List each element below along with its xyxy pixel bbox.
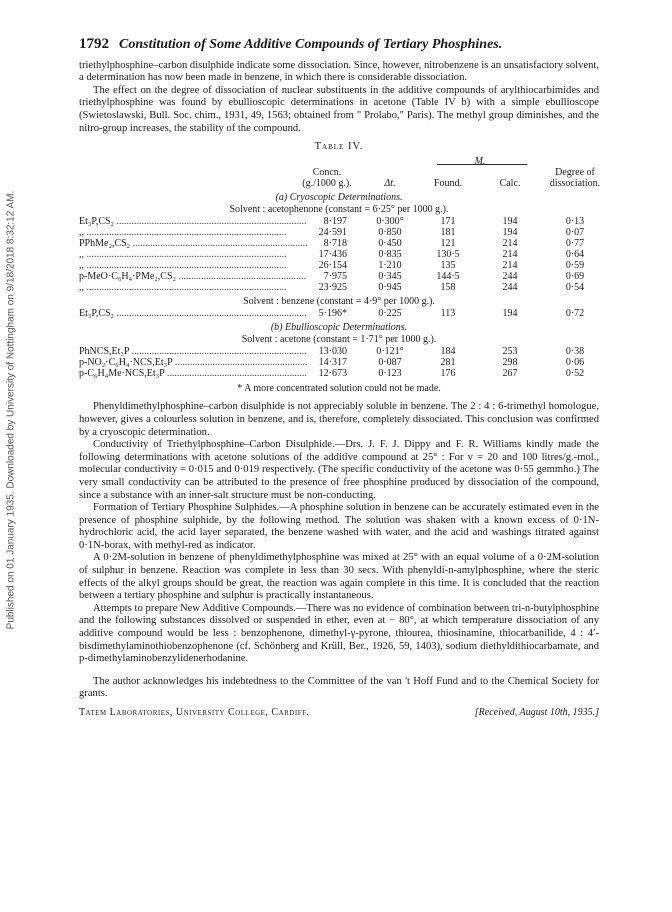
compound-cell: p-C₆H₄Me·NCS,Et₃P .....	[79, 368, 307, 379]
header-conc: Concn.	[312, 166, 342, 178]
paragraph-phosphine-sulphides: Formation of Tertiary Phosphine Sulphides.—A phosphine solution in benzene can be accurately estimated even in the presence of phosphine sulphide, by the following method. The solution was shaken with a known excess of 0·1N-hydrochloric acid, the acid layer separated, the benzene washed with water, and the acid and washings titrated against 0·1N-borax, with methyl-red as indicator.	[79, 502, 599, 551]
header-conc-unit: (g./1000 g.).	[302, 177, 352, 189]
concentration-cell: 8·197	[307, 216, 347, 227]
calc-cell: 214	[502, 248, 518, 260]
compound-cell: Et₃P,CS₂ .....	[79, 216, 307, 227]
found-cell: 176	[440, 367, 456, 379]
journal-page	[79, 38, 599, 720]
found-cell: 144·5	[436, 270, 460, 282]
found-cell: 184	[440, 345, 456, 357]
concentration-cell: 13·030	[307, 346, 347, 357]
paragraph-phenyldimethyl: Phenyldimethylphosphine–carbon disulphide is not appreciably soluble in benzene. The 2 : 4 : 6-trimethyl homologue, however, gives a colourless solution in benzene, and is, therefore, completely dissociated. This conclusion was confirmed by a cryoscopic determination.	[79, 401, 599, 438]
concentration-cell: 7·975	[307, 271, 347, 282]
paragraph-conductivity: Conductivity of Triethylphosphine–Carbon Disulphide.—Drs. J. F. J. Dippy and F. R. Williams kindly made the following determinations with acetone solutions of the additive compound at 25° : For v = 20 and 100 litres/g.-mol., molecular conductivity = 0·015 and 0·019 respectively. (The specific conductivity of the acetone was 0·55 gemmho.) The very small conductivity can be attributed to the presence of free phosphine produced by dissociation of the compound, since a substance with an inner-salt structure must be non-conducting.	[79, 439, 599, 501]
delta-t-cell: 0·121°	[376, 345, 404, 357]
header-m-rule	[437, 164, 527, 168]
running-header	[79, 38, 599, 52]
delta-t-cell: 0·345	[378, 270, 402, 282]
paragraph-reaction-rate: A 0·2M-solution in benzene of phenyldimethylphosphine was mixed at 25° with an equal volume of a 0·2M-solution of sulphur in benzene. Reaction was complete in less than 30 secs. With phenyldi-n-amylphosphine, where the steric effects of the alkyl groups should be great, the reaction was again complete in this time. It is concluded that the reaction between a tertiary phosphine and sulphur is practically instantaneous.	[79, 552, 599, 602]
delta-t-cell: 1·210	[378, 259, 402, 271]
download-watermark-text: Published on 01 January 1935. Downloaded by University of Nottingham on 9/18/2018 8:32:12 AM.	[5, 190, 17, 630]
page-number: 1792	[79, 36, 109, 52]
compound-cell: PhNCS,Et₃P .....	[79, 346, 307, 357]
paragraph-new-compounds: Attempts to prepare New Additive Compounds.—There was no evidence of combination between tri-n-butylphosphine and the following substances dissolved or suspended in ether, even at − 80°, at which temperature dissociation of any additive compound would be less : benzophenone, dimethyl-γ-pyrone, thiourea, thiosinamine, thiocarbanilide, 4 : 4′-bisdimethylaminothiobenzophenone (cf. Schönberg and Krüll, Ber., 1926, 59, 1403), sodium diethyldithiocarbamate, and p-dimethylaminobenzylidenerhodanine.	[79, 602, 599, 665]
calc-cell: 214	[502, 237, 518, 249]
found-cell: 130·5	[436, 248, 460, 260]
header-calc: Calc.	[499, 177, 521, 189]
table-row	[79, 282, 599, 293]
calc-cell: 244	[502, 270, 518, 282]
concentration-cell: 26·154	[307, 260, 347, 271]
delta-t-cell: 0·087	[378, 356, 402, 368]
solvent-acetone: Solvent : acetone (constant = 1·71° per 1000 g.).	[241, 333, 437, 345]
header-found: Found.	[433, 177, 463, 189]
degree-cell: 0·72	[565, 307, 585, 319]
delta-t-cell: 0·123	[378, 367, 402, 379]
table-row	[79, 216, 599, 227]
found-cell: 158	[440, 281, 456, 293]
solvent-benzene: Solvent : benzene (constant = 4·9° per 1000 g.).	[243, 295, 435, 307]
concentration-cell: 14·317	[307, 357, 347, 368]
table-row	[79, 346, 599, 357]
delta-t-cell: 0·850	[378, 226, 402, 238]
calc-cell: 194	[502, 307, 518, 319]
table-row	[79, 308, 599, 319]
calc-cell: 244	[502, 281, 518, 293]
degree-cell: 0·54	[565, 281, 585, 293]
calc-cell: 214	[502, 259, 518, 271]
calc-cell: 194	[502, 215, 518, 227]
concentration-cell: 17·436	[307, 249, 347, 260]
concentration-cell: 24·591	[307, 227, 347, 238]
compound-cell: ,, .....	[79, 282, 307, 293]
solvent-acetophenone: Solvent : acetophenone (constant = 6·25° per 1000 g.).	[229, 203, 449, 215]
section-b-title: (b) Ebullioscopic Determinations.	[270, 321, 408, 333]
header-m: M.	[474, 155, 486, 167]
table-row	[79, 227, 599, 238]
table-row	[79, 238, 599, 249]
concentration-cell: 23·925	[307, 282, 347, 293]
found-cell: 135	[440, 259, 456, 271]
degree-cell: 0·69	[565, 270, 585, 282]
table-rows-benzene	[79, 308, 599, 319]
table-row	[79, 249, 599, 260]
found-cell: 113	[440, 307, 456, 319]
compound-cell: PPhMe₂,CS₂ .....	[79, 238, 307, 249]
concentration-cell: 12·673	[307, 368, 347, 379]
found-cell: 121	[440, 237, 456, 249]
degree-cell: 0·06	[565, 356, 585, 368]
found-cell: 181	[440, 226, 456, 238]
calc-cell: 298	[502, 356, 518, 368]
paragraph-continuation: triethylphosphine–carbon disulphide indicate some dissociation. Since, however, nitrobenzene is an unsatisfactory solvent, a determination has now been made in benzene, in which there is considerable dissociation.	[79, 59, 600, 84]
degree-cell: 0·13	[565, 215, 585, 227]
delta-t-cell: 0·945	[378, 281, 402, 293]
header-degree: Degree of	[555, 166, 595, 178]
paragraph-nuclear-substituents: The effect on the degree of dissociation of nuclear substituents in the additive compounds of arylthiocarbimides and triethylphosphine was found by ebullioscopic determinations in acetone (Table IV b) with a simple ebullioscope (Swietoslawski, Bull. Soc. chim., 1931, 49, 1563; obtained from " Prolabo," Paris). The methyl group diminishes, and the nitro-group increases, the stability of the compound.	[79, 84, 599, 134]
degree-cell: 0·38	[565, 345, 585, 357]
header-delta-t: Δt.	[384, 177, 396, 189]
compound-cell: ,, .....	[79, 260, 307, 271]
degree-cell: 0·64	[565, 248, 585, 260]
download-watermark	[2, 140, 20, 680]
acknowledgement: The author acknowledges his indebtedness to the Committee of the van 't Hoff Fund and to the Chemical Society for grants.	[79, 675, 599, 700]
calc-cell: 253	[502, 345, 518, 357]
header-degree-2: dissociation.	[549, 177, 601, 189]
table-row	[79, 260, 599, 271]
delta-t-cell: 0·225	[378, 307, 402, 319]
running-title: Constitution of Some Additive Compounds of Tertiary Phosphines.	[119, 37, 503, 52]
article-footer	[79, 707, 599, 720]
received-date: [Received, August 10th, 1935.]	[474, 707, 599, 718]
table-row	[79, 271, 599, 282]
table-header	[79, 156, 599, 192]
section-a-title: (a) Cryoscopic Determinations.	[275, 191, 403, 203]
delta-t-cell: 0·835	[378, 248, 402, 260]
laboratory-address: Tatem Laboratories, University College, Cardiff.	[79, 707, 310, 718]
table-row	[79, 357, 599, 368]
found-cell: 171	[440, 215, 456, 227]
concentration-cell: 8·718	[307, 238, 347, 249]
table-footnote: * A more concentrated solution could not be made.	[237, 382, 441, 394]
table-rows-ebullioscopic	[79, 346, 599, 379]
compound-cell: p-MeO·C₆H₄·PMe₂,CS₂ .....	[79, 271, 307, 282]
compound-cell: ,, .....	[79, 227, 307, 238]
compound-cell: p-NO₂·C₆H₄·NCS,Et₃P .....	[79, 357, 307, 368]
calc-cell: 194	[502, 226, 518, 238]
table-title: Table IV.	[314, 141, 364, 153]
found-cell: 281	[440, 356, 456, 368]
degree-cell: 0·07	[565, 226, 585, 238]
table-row	[79, 368, 599, 379]
degree-cell: 0·77	[565, 237, 585, 249]
table-rows-cryoscopic	[79, 216, 599, 293]
degree-cell: 0·59	[565, 259, 585, 271]
compound-cell: ,, .....	[79, 249, 307, 260]
delta-t-cell: 0·300°	[376, 215, 404, 227]
compound-cell: Et₃P,CS₂ .....	[79, 308, 307, 319]
calc-cell: 267	[502, 367, 518, 379]
delta-t-cell: 0·450	[378, 237, 402, 249]
concentration-cell: 5·196*	[307, 308, 347, 319]
degree-cell: 0·52	[565, 367, 585, 379]
